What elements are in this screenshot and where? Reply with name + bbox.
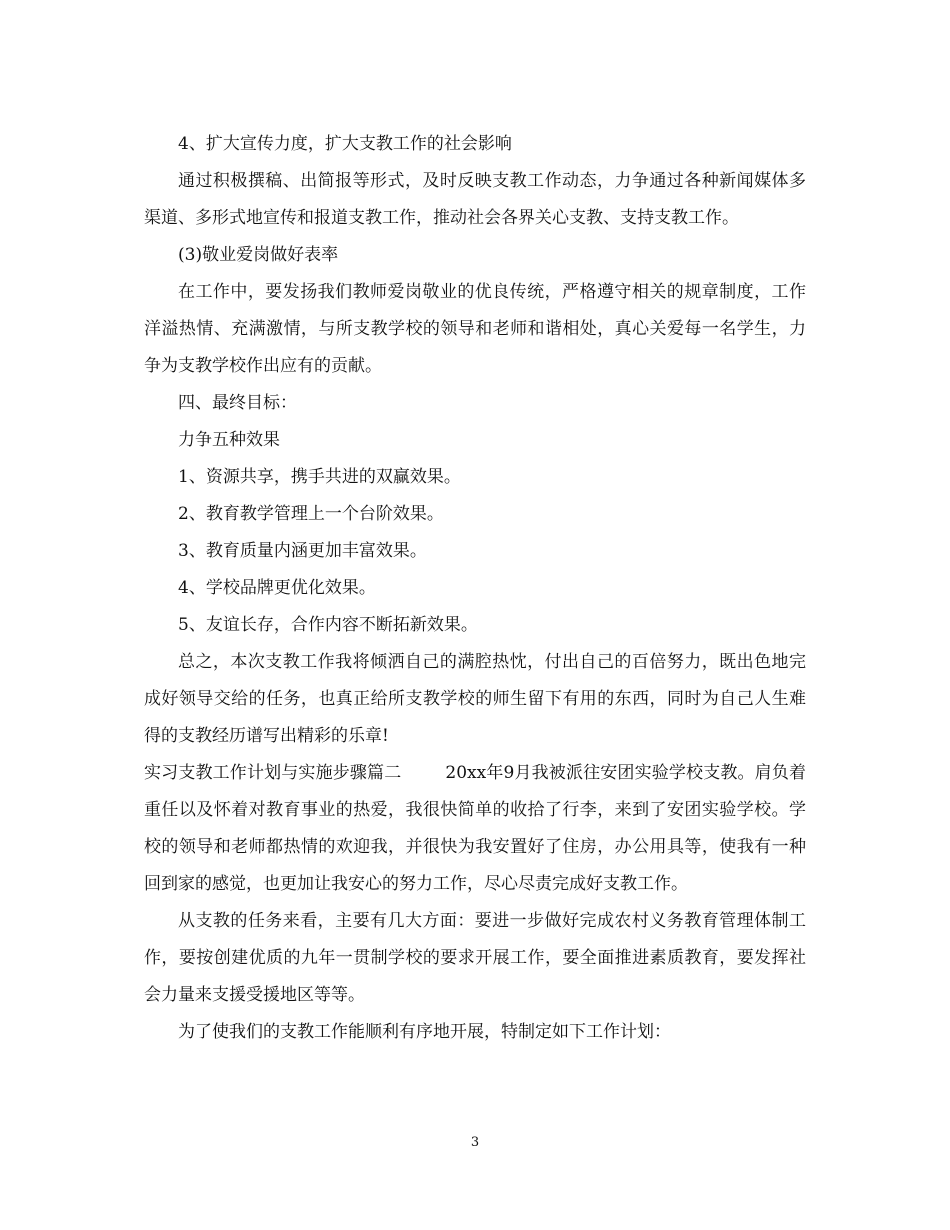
paragraph-dedication: 在工作中，要发扬我们教师爱岗敬业的优良传统，严格遵守相关的规章制度，工作洋溢热情、充满激情，与所支教学校的领导和老师和谐相处，真心关爱每一名学生，力争为支教学校作出应有的贡献。: [144, 282, 806, 376]
document-body: [144, 126, 806, 1051]
list-item: 4、学校品牌更优化效果。: [178, 578, 376, 598]
heading-dedication: (3)敬业爱岗做好表率: [178, 245, 339, 265]
list-item: 2、教育教学管理上一个台阶效果。: [178, 504, 444, 524]
heading-publicity: 4、扩大宣传力度，扩大支教工作的社会影响: [178, 134, 512, 154]
list-item: 5、友谊长存，合作内容不断拓新效果。: [178, 615, 478, 635]
paragraph-plan-intro: 为了使我们的支教工作能顺利有序地开展，特制定如下工作计划：: [178, 1022, 671, 1042]
list-item: 1、资源共享，携手共进的双赢效果。: [178, 467, 461, 487]
section-title: 实习支教工作计划与实施步骤篇二: [144, 763, 402, 783]
page-number: 3: [470, 1135, 480, 1150]
section-two-intro: [144, 755, 806, 903]
section-body: 20xx年9月我被派往安团实验学校支教。肩负着重任以及怀着对教育事业的热爱，我很快简单的收拾了行李，来到了安团实验学校。学校的领导和老师都热情的欢迎我，并很快为我安置好了住房，办公用具等，使我有一种回到家的感觉，也更加让我安心的努力工作，尽心尽责完成好支教工作。: [144, 763, 807, 894]
paragraph-publicity: 通过积极撰稿、出简报等形式，及时反映支教工作动态，力争通过各种新闻媒体多渠道、多形式地宣传和报道支教工作，推动社会各界关心支教、支持支教工作。: [144, 171, 806, 228]
list-item: 3、教育质量内涵更加丰富效果。: [178, 541, 427, 561]
subheading-five-effects: 力争五种效果: [178, 430, 280, 450]
paragraph-tasks: 从支教的任务来看，主要有几大方面：要进一步做好完成农村义务教育管理体制工作，要按创建优质的九年一贯制学校的要求开展工作，要全面推进素质教育，要发挥社会力量来支援受援地区等等。: [144, 911, 806, 1005]
paragraph-conclusion: 总之，本次支教工作我将倾洒自己的满腔热忱，付出自己的百倍努力，既出色地完成好领导交给的任务，也真正给所支教学校的师生留下有用的东西，同时为自己人生难得的支教经历谱写出精彩的乐章!: [144, 652, 806, 746]
heading-final-goal: 四、最终目标：: [178, 393, 297, 413]
